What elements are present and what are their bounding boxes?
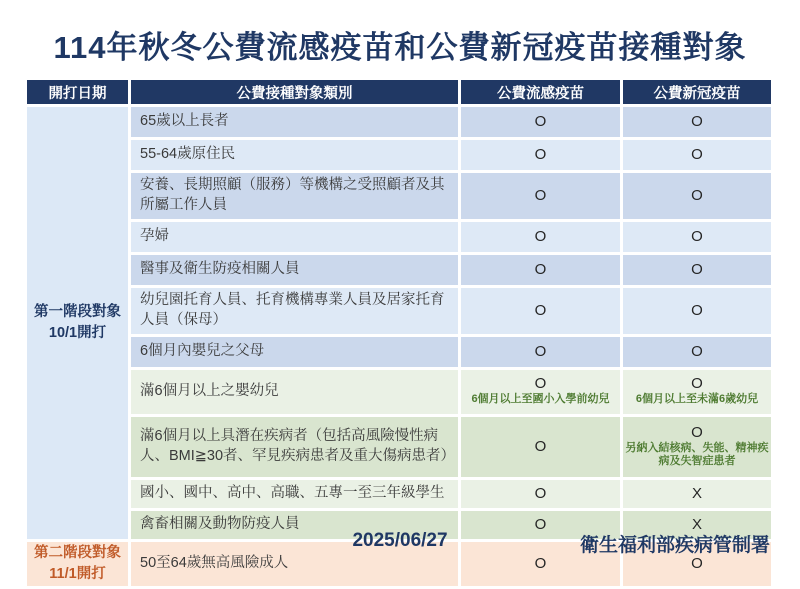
category-cell: 國小、國中、高中、高職、五專一至三年級學生 [131,480,458,508]
stage1-label-line1: 第一階段對象 [34,303,121,320]
page-title: 114年秋冬公費流感疫苗和公費新冠疫苗接種對象 [53,30,747,65]
header-cell-category: 公費接種對象類別 [131,80,458,104]
category-cell: 65歲以上長者 [131,107,458,137]
covid-mark-cell: X [623,480,771,508]
flu-mark-cell: O [461,511,620,539]
flu-mark-cell: O [461,480,620,508]
covid-mark: O [691,375,703,393]
covid-mark-cell: O [623,255,771,285]
vaccine-table [24,77,774,589]
category-cell: 55-64歲原住民 [131,140,458,170]
covid-mark-cell: X [623,511,771,539]
table-row [27,370,771,414]
covid-note: 6個月以上至未滿6歲幼兒 [635,393,759,406]
covid-mark: O [691,423,703,441]
table-row [27,480,771,508]
stage1-cell [27,107,128,539]
table-row [27,288,771,334]
flu-mark-cell: O [461,255,620,285]
flu-mark-cell: O [461,417,620,477]
header-cell-flu-vaccine: 公費流感疫苗 [461,80,620,104]
covid-mark-cell: O [623,542,771,586]
header-cell-covid-vaccine: 公費新冠疫苗 [623,80,771,104]
category-cell: 滿6個月以上具潛在疾病者（包括高風險慢性病人、BMI≧30者、罕見疾病患者及重大傷病患者） [131,417,458,477]
covid-note: 另納入結核病、失能、精神疾病及失智症患者 [625,441,769,467]
flu-mark-cell: O [461,288,620,334]
covid-mark-cell: O [623,107,771,137]
footer-date: 2025/06/27 [352,530,448,551]
category-cell: 滿6個月以上之嬰幼兒 [131,370,458,414]
category-cell: 幼兒園托育人員、托育機構專業人員及居家托育人員（保母） [131,288,458,334]
category-cell: 醫事及衛生防疫相關人員 [131,255,458,285]
flu-mark-cell: O [461,222,620,252]
flu-mark-cell: O [461,542,620,586]
header-cell-start-date: 開打日期 [27,80,128,104]
flu-mark-cell [461,370,620,414]
table-row [27,337,771,367]
flu-mark-cell: O [461,107,620,137]
table-row [27,417,771,477]
table-header-row [27,80,771,104]
table-row [27,222,771,252]
stage1-label-line2: 10/1開打 [48,325,107,341]
covid-mark-cell: O [623,173,771,219]
table-row [27,107,771,137]
flu-mark-cell: O [461,140,620,170]
table-row [27,140,771,170]
stage2-label-line1: 第二階段對象 [34,544,121,561]
footer-agency: 衛生福利部疾病管制署 [579,535,770,556]
stage2-label-line2: 11/1開打 [49,566,106,582]
covid-mark-cell: O [623,337,771,367]
table-row [27,173,771,219]
category-cell: 50至64歲無高風險成人 [131,542,458,586]
covid-mark-cell [623,417,771,477]
category-cell: 6個月內嬰兒之父母 [131,337,458,367]
flu-mark-cell: O [461,337,620,367]
flu-note: 6個月以上至國小入學前幼兒 [471,393,610,406]
category-cell: 孕婦 [131,222,458,252]
table-row [27,255,771,285]
flu-mark-cell: O [461,173,620,219]
flu-mark: O [534,375,547,393]
covid-mark-cell: O [623,140,771,170]
covid-mark-cell: O [623,288,771,334]
category-cell: 安養、長期照顧（服務）等機構之受照顧者及其所屬工作人員 [131,173,458,219]
category-cell: 禽畜相關及動物防疫人員 [131,511,458,539]
covid-mark-cell [623,370,771,414]
covid-mark-cell: O [623,222,771,252]
